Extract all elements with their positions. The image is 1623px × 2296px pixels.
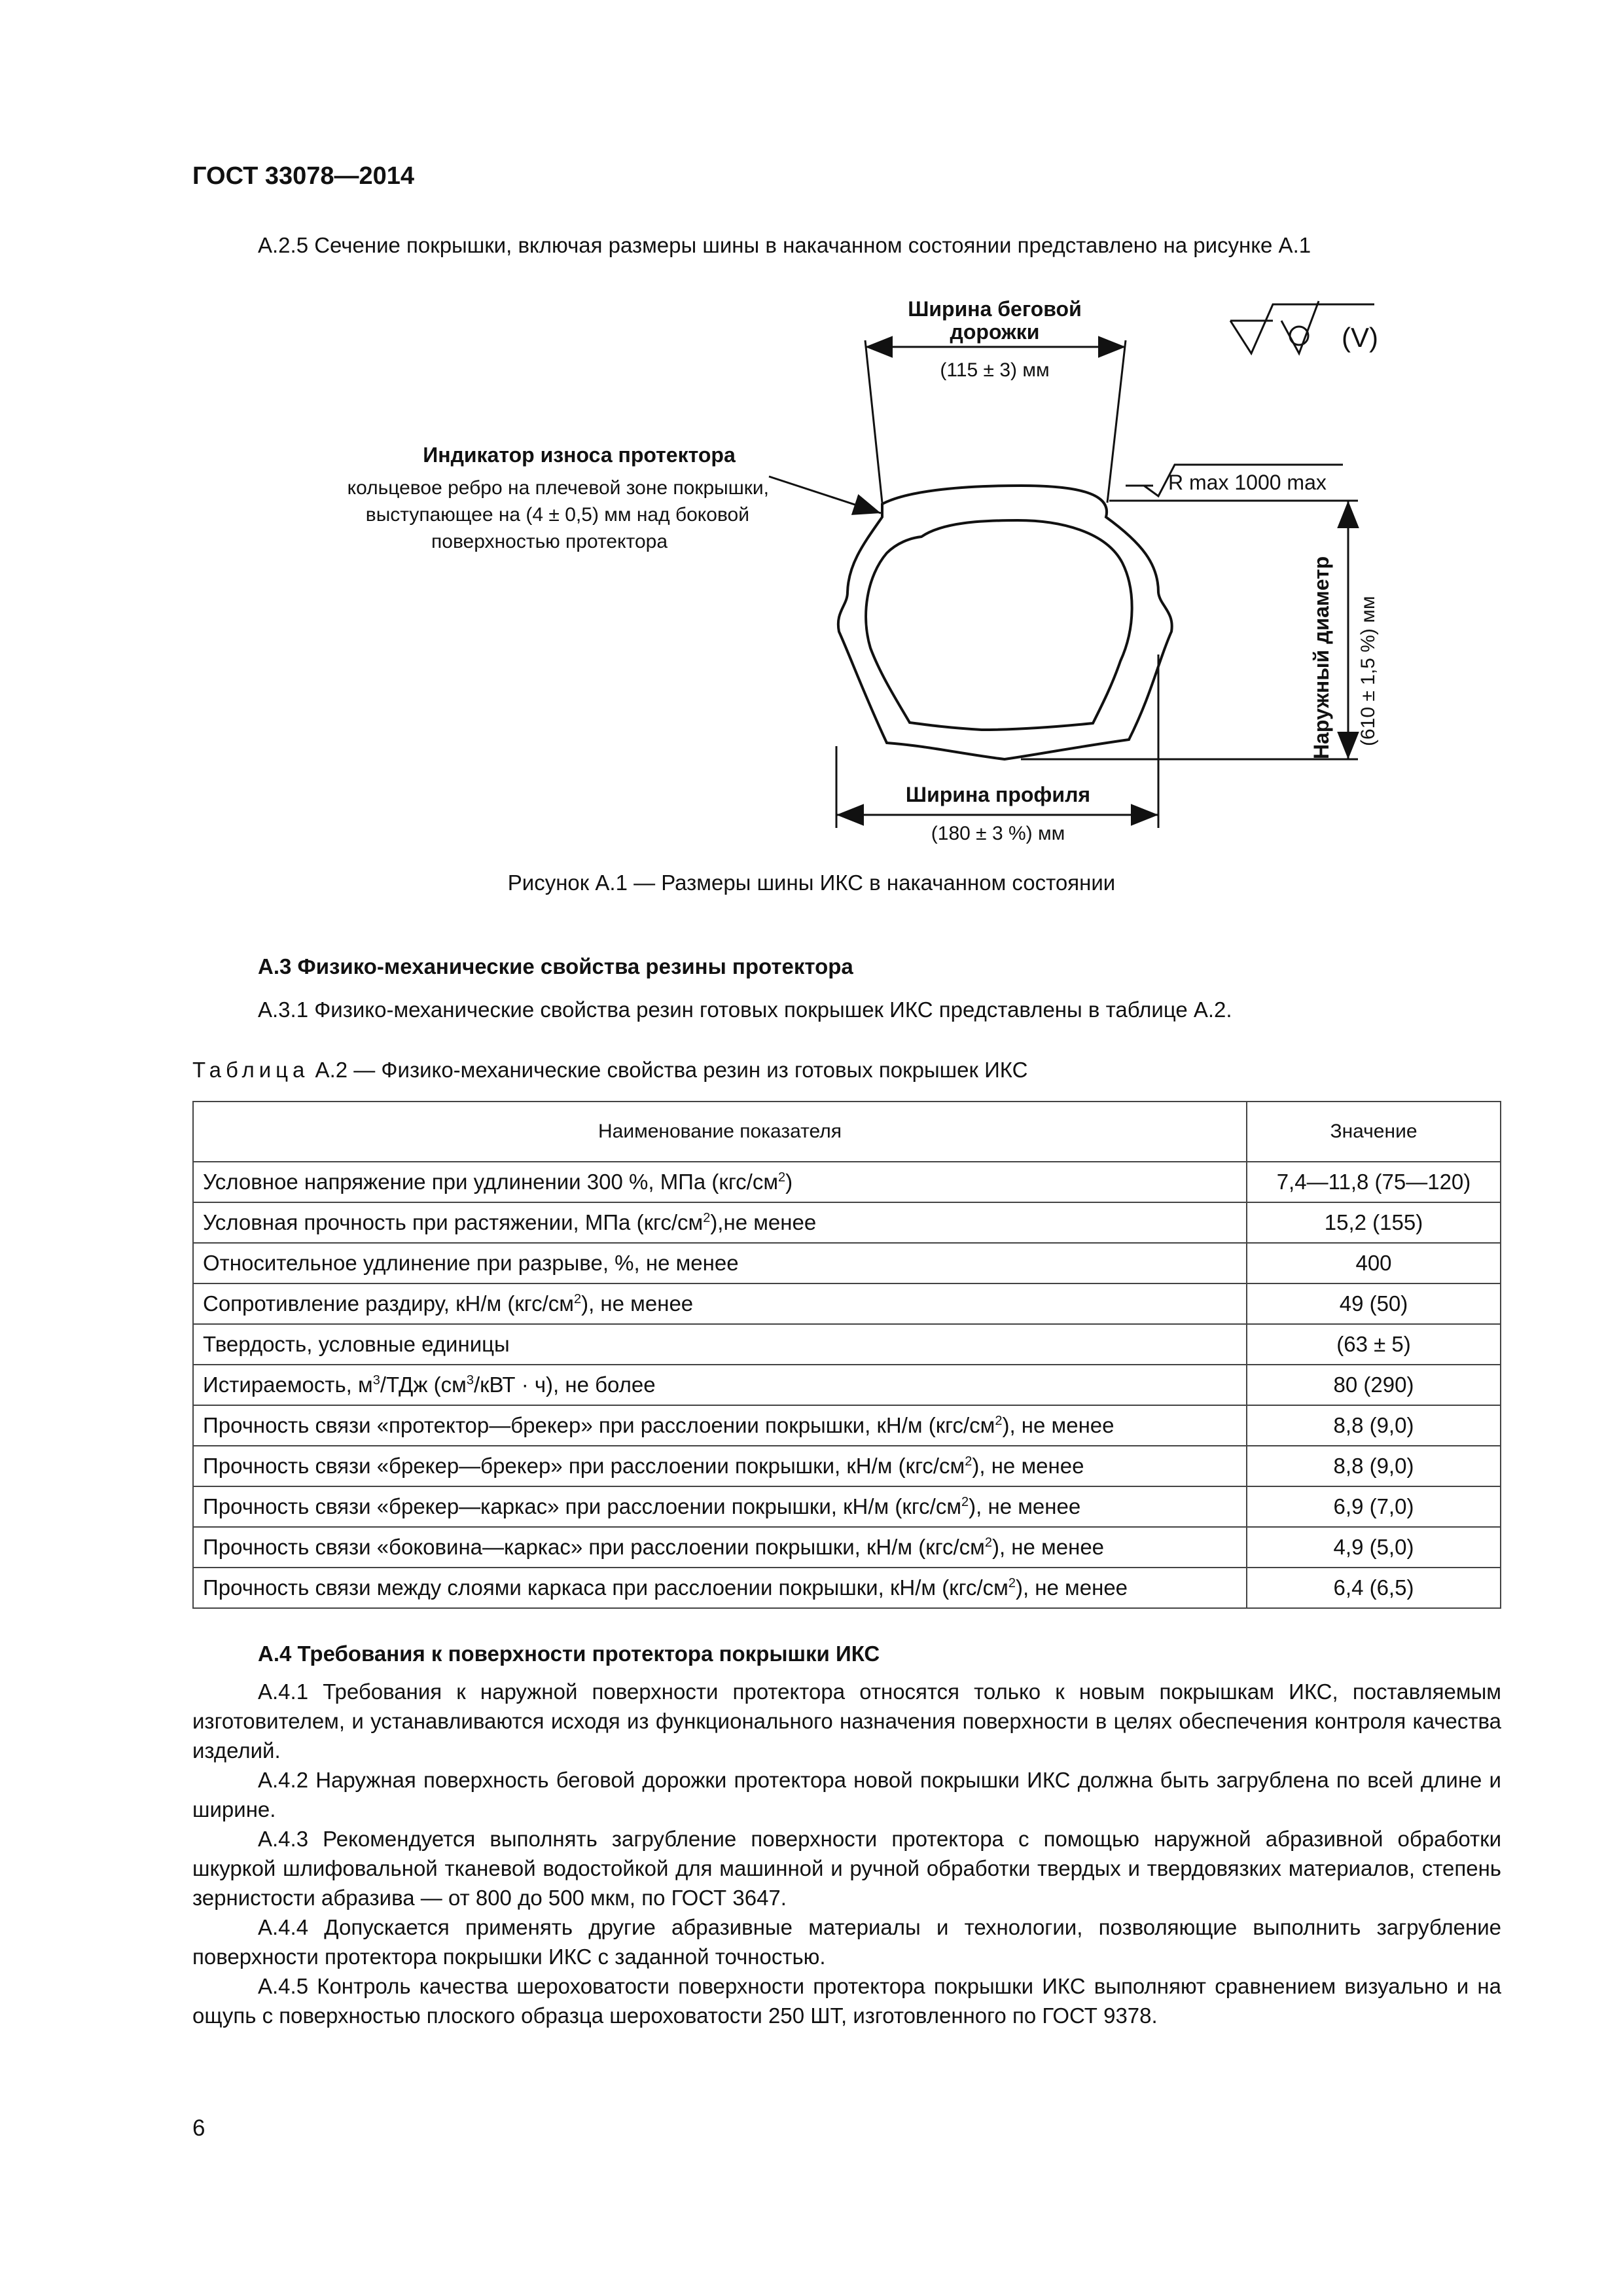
outer-diameter-title: Наружный диаметр [1310,556,1333,759]
row-name: Условная прочность при растяжении, МПа $(кгс/см^2),не$ менее [193,1202,1247,1243]
paragraph-a4-4: А.4.4 Допускается применять другие абразивные материалы и технологии, позволяющие выполнить загрубление поверхности протектора покрышки ИКС с заданной точностью. [192,1915,1501,1969]
row-name: Твердость, условные единицы [193,1324,1247,1365]
column-header-name: Наименование показателя [193,1102,1247,1162]
row-value: 7,4—11,8 (75—120) [1247,1162,1501,1202]
row-name: Прочность связи между слоями каркаса при расслоении покрышки, кН/м $(кгс/см^2)$, не менее [193,1568,1247,1608]
wear-indicator-line-3: поверхностью протектора [431,531,668,552]
row-name: Истираемость, $м^3$/ТДж ($см^3$/кВТ · ч), не более [193,1365,1247,1405]
page-number: 6 [192,2115,205,2141]
properties-table [192,1101,1501,1609]
wear-indicator-title: Индикатор износа протектора [423,443,736,467]
tire-section-figure [0,0,1623,864]
row-name: Прочность связи «брекер—каркас» при расслоении покрышки, кН/м $(кгс/см^2)$, не менее [193,1486,1247,1527]
row-name: Относительное удлинение при разрыве, %, не менее [193,1243,1247,1283]
section-a4-body [192,1677,1501,2030]
row-value: 8,8 (9,0) [1247,1446,1501,1486]
tread-ext-line-right [1107,340,1126,503]
table-row [193,1446,1501,1486]
paragraph-a2-5: А.2.5 Сечение покрышки, включая размеры шины в накачанном состоянии представлено на рисунке А.1 [258,233,1311,257]
paragraph-a4-5: А.4.5 Контроль качества шероховатости поверхности протектора покрышки ИКС выполняют сравнением визуально и на ощупь с поверхностью плоского образца шероховатости 250 ШТ, изготовленного по ГОСТ 9378. [192,1974,1501,2028]
row-value: 49 (50) [1247,1283,1501,1324]
table-title [192,1058,1028,1083]
table-header-row [193,1102,1501,1162]
tread-width-value: (115 ± 3) мм [940,359,1050,381]
table-row [193,1202,1501,1243]
paragraph-a4-1: А.4.1 Требования к наружной поверхности протектора относятся только к новым покрышкам ИКС, поставляемым изготовителем, и устанавливаются исходя из функционального назначения поверхности в целях обеспечения контроля качества изделий. [192,1679,1501,1763]
figure-caption: Рисунок А.1 — Размеры шины ИКС в накачанном состоянии [507,870,1116,895]
table-row [193,1486,1501,1527]
profile-width-value: (180 ± 3 %) мм [931,823,1065,844]
tread-width-title-1: Ширина беговой [908,297,1082,321]
section-a3-heading: А.3 Физико-механические свойства резины протектора [258,954,853,978]
paragraph-a3-1: А.3.1 Физико-механические свойства резин готовых покрышек ИКС представлены в таблице А.2. [258,997,1232,1022]
document-code: ГОСТ 33078—2014 [192,162,415,190]
row-name: Прочность связи «протектор—брекер» при расслоении покрышки, кН/м $(кгс/см^2)$, не менее [193,1405,1247,1446]
wear-indicator-line-2: выступающее на (4 ± 0,5) мм над боковой [365,504,749,526]
table-row [193,1568,1501,1608]
row-value: (63 ± 5) [1247,1324,1501,1365]
table-row [193,1243,1501,1283]
row-name: Сопротивление раздиру, кН/м $(кгс/см^2)$, не менее [193,1283,1247,1324]
table-row [193,1405,1501,1446]
row-value: 400 [1247,1243,1501,1283]
row-value: 80 (290) [1247,1365,1501,1405]
table-title-prefix: Таблица [192,1058,310,1082]
row-name: Условное напряжение при удлинении 300 %, МПа $(кгс/см^2)$ [193,1162,1247,1202]
tread-ext-line-left [865,340,882,503]
tire-outline [838,486,1172,759]
table-title-rest: А.2 — Физико-механические свойства резин из готовых покрышек ИКС [309,1058,1028,1082]
profile-width-title: Ширина профиля [905,783,1091,806]
column-header-value: Значение [1247,1102,1501,1162]
wear-indicator-leader [769,476,881,513]
row-name: Прочность связи «брекер—брекер» при расслоении покрышки, кН/м $(кгс/см^2)$, не менее [193,1446,1247,1486]
table-row [193,1283,1501,1324]
paragraph-a4-3: А.4.3 Рекомендуется выполнять загрубление поверхности протектора с помощью наружной абразивной обработки шкуркой шлифовальной тканевой водостойкой для машинной и ручной обработки твердых и твердовязких материалов, степень зернистости абразива — от 800 до 500 мкм, по ГОСТ 3647. [192,1827,1501,1910]
row-name: Прочность связи «боковина—каркас» при расслоении покрышки, кН/м $(кгс/см^2)$, не менее [193,1527,1247,1568]
row-value: 6,4 (6,5) [1247,1568,1501,1608]
row-value: 15,2 (155) [1247,1202,1501,1243]
row-value: 8,8 (9,0) [1247,1405,1501,1446]
table-row [193,1527,1501,1568]
row-value: 6,9 (7,0) [1247,1486,1501,1527]
r-max-label: R max 1000 max [1168,471,1327,494]
table-row [193,1365,1501,1405]
row-value: 4,9 (5,0) [1247,1527,1501,1568]
wear-indicator-line-1: кольцевое ребро на плечевой зоне покрышки, [347,477,769,499]
outer-diameter-value: (610 ± 1,5 %) мм [1357,596,1379,746]
roughness-symbol-label: (V) [1342,322,1378,353]
table-row [193,1324,1501,1365]
tread-width-title-2: дорожки [950,320,1040,344]
table-row [193,1162,1501,1202]
section-a4-heading: А.4 Требования к поверхности протектора покрышки ИКС [258,1641,880,1666]
paragraph-a4-2: А.4.2 Наружная поверхность беговой дорожки протектора новой покрышки ИКС должна быть загрублена по всей длине и ширине. [192,1768,1501,1821]
